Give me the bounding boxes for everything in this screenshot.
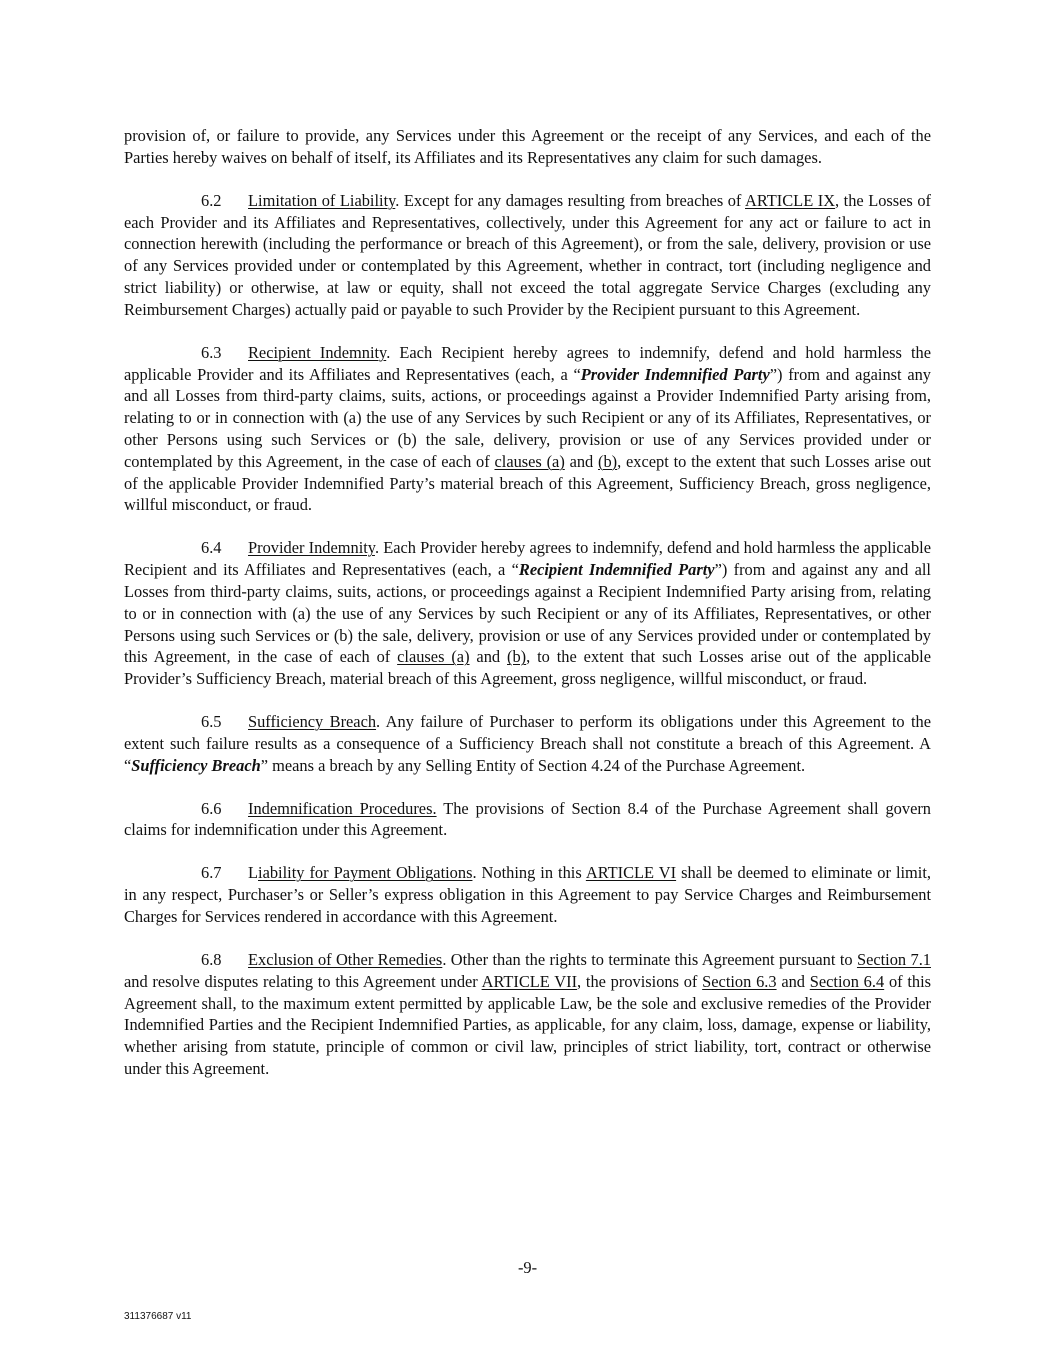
cross-reference: clauses (a)	[397, 647, 470, 667]
document-body	[124, 125, 931, 1101]
section-number: 6.4	[201, 538, 222, 558]
cross-reference: Section 6.3	[702, 971, 777, 991]
section-text: and	[469, 647, 507, 667]
section-text: ” means a breach by any Selling Entity of Section 4.24 of the Purchase Agreement.	[260, 755, 806, 775]
section-6-3	[124, 342, 931, 516]
section-text: . Each Recipient hereby agrees to indemnify, defend and hold harmless the applicable Provider and its Affiliates and Representatives (each, a “	[124, 342, 932, 384]
section-heading-initial: L	[248, 863, 259, 883]
section-text: shall be deemed to eliminate or limit, in any respect, Purchaser’s or Seller’s express obligation in this Agreement to pay Service Charges and Reimbursement Charges for Services rendered in accordance with this Agreement.	[124, 863, 932, 927]
section-6-4	[124, 537, 931, 690]
section-text: ”) from and against any and all Losses from third-party claims, suits, actions, or proceedings against a Provider Indemnified Party arising from, relating to or in connection with (a) the use of any Services by such Recipient or any of its Affiliates, Representatives, or other Persons using such Services or (b) the sale, delivery, provision or use of any Services provided under or contemplated by this Agreement, in the case of each of	[124, 364, 931, 471]
section-text: . Except for any damages resulting from breaches of	[395, 190, 745, 210]
section-text: . Each Provider hereby agrees to indemnify, defend and hold harmless the applicable Recipient and its Affiliates and Representatives (each, a “	[124, 538, 931, 580]
section-text: . Other than the rights to terminate this Agreement pursuant to	[442, 950, 857, 970]
section-text: , the Losses of each Provider and its Affiliates and Representatives, collectively, under this Agreement for any act or failure to act in connection herewith (including the performance or breach of this Agreement), or from the sale, delivery, provision or use of any Services provided under or contemplated by this Agreement, whether in contract, tort (including negligence and strict liability) or otherwise, at law or equity, shall not exceed the total aggregate Service Charges (excluding any Reimbursement Charges) actually paid or payable to such Provider by the Recipient pursuant to this Agreement.	[124, 190, 931, 319]
section-text: . Nothing in this	[472, 863, 586, 883]
cross-reference: (b)	[598, 451, 618, 471]
section-heading: Limitation of Liability	[248, 190, 396, 210]
section-number: 6.6	[201, 798, 222, 818]
section-text: and	[564, 451, 599, 471]
section-heading: Provider Indemnity	[248, 538, 375, 558]
section-number: 6.7	[201, 863, 222, 883]
section-6-8	[124, 949, 931, 1080]
section-text: , to the extent that such Losses arise out of the applicable Provider’s Sufficiency Breach, material breach of this Agreement, gross negligence, willful misconduct, or fraud.	[124, 647, 931, 689]
cross-reference: ARTICLE VI	[585, 863, 677, 883]
defined-term: Sufficiency Breach	[131, 755, 261, 775]
section-heading: Recipient Indemnity	[248, 342, 387, 362]
section-text: ”) from and against any and all Losses from third-party claims, suits, actions, or proceedings against a Recipient Indemnified Party arising from, relating to or in connection with (a) the use of any Services by such Recipient or any of its Affiliates, Representatives, or other Persons using such Services or (b) the sale, delivery, provision or use of any Services provided under or contemplated by this Agreement, in the case of each of	[124, 560, 931, 667]
page-number: -9-	[517, 1258, 538, 1277]
section-number: 6.3	[201, 342, 222, 362]
section-6-7	[124, 862, 931, 927]
cross-reference: ARTICLE IX	[745, 190, 836, 210]
intro-text: provision of, or failure to provide, any Services under this Agreement or the receipt of any Services, and each of the Parties hereby waives on behalf of itself, its Affiliates and its Representatives any claim for such damages.	[124, 126, 931, 167]
section-text: and resolve disputes relating to this Agreement under	[124, 971, 482, 991]
cross-reference: Section 7.1	[856, 950, 931, 970]
section-text: . Any failure of Purchaser to perform its obligations under this Agreement to the extent such failure results as a consequence of a Sufficiency Breach shall not constitute a breach of this Agreement. A “	[124, 712, 931, 775]
section-heading: iability for Payment Obligations	[258, 863, 473, 883]
section-text: The provisions of Section 8.4 of the Purchase Agreement shall govern claims for indemnification under this Agreement.	[124, 798, 932, 840]
cross-reference: clauses (a)	[494, 451, 565, 471]
defined-term: Provider Indemnified Party	[580, 364, 770, 384]
section-text: , except to the extent that such Losses arise out of the applicable Provider Indemnified Party’s material breach of this Agreement, Sufficiency Breach, gross negligence, willful misconduct, or fraud.	[124, 451, 931, 515]
section-6-6	[124, 798, 931, 842]
cross-reference: ARTICLE VII	[481, 971, 578, 991]
section-number: 6.5	[201, 712, 222, 732]
section-6-5	[124, 711, 931, 776]
section-heading: Sufficiency Breach	[248, 712, 377, 732]
section-text: , the provisions of	[577, 971, 703, 991]
section-text: and	[776, 971, 810, 991]
section-heading: Exclusion of Other Remedies	[248, 950, 443, 970]
document-id: 311376687 v11	[124, 1311, 192, 1322]
defined-term: Recipient Indemnified Party	[518, 560, 715, 580]
section-6-2	[124, 190, 931, 321]
section-number: 6.2	[201, 190, 222, 210]
cross-reference: Section 6.4	[809, 971, 885, 991]
intro-paragraph	[124, 125, 931, 169]
section-number: 6.8	[201, 950, 222, 970]
section-text: of this Agreement shall, to the maximum extent permitted by applicable Law, be the sole and exclusive remedies of the Provider Indemnified Parties and the Recipient Indemnified Parties, as applicable, for any claim, loss, damage, expense or liability, whether arising from statute, principle of common or civil law, principles of strict liability, tort, contract or otherwise under this Agreement.	[124, 971, 932, 1078]
cross-reference: (b)	[507, 647, 527, 667]
section-heading: Indemnification Procedures.	[248, 798, 437, 818]
